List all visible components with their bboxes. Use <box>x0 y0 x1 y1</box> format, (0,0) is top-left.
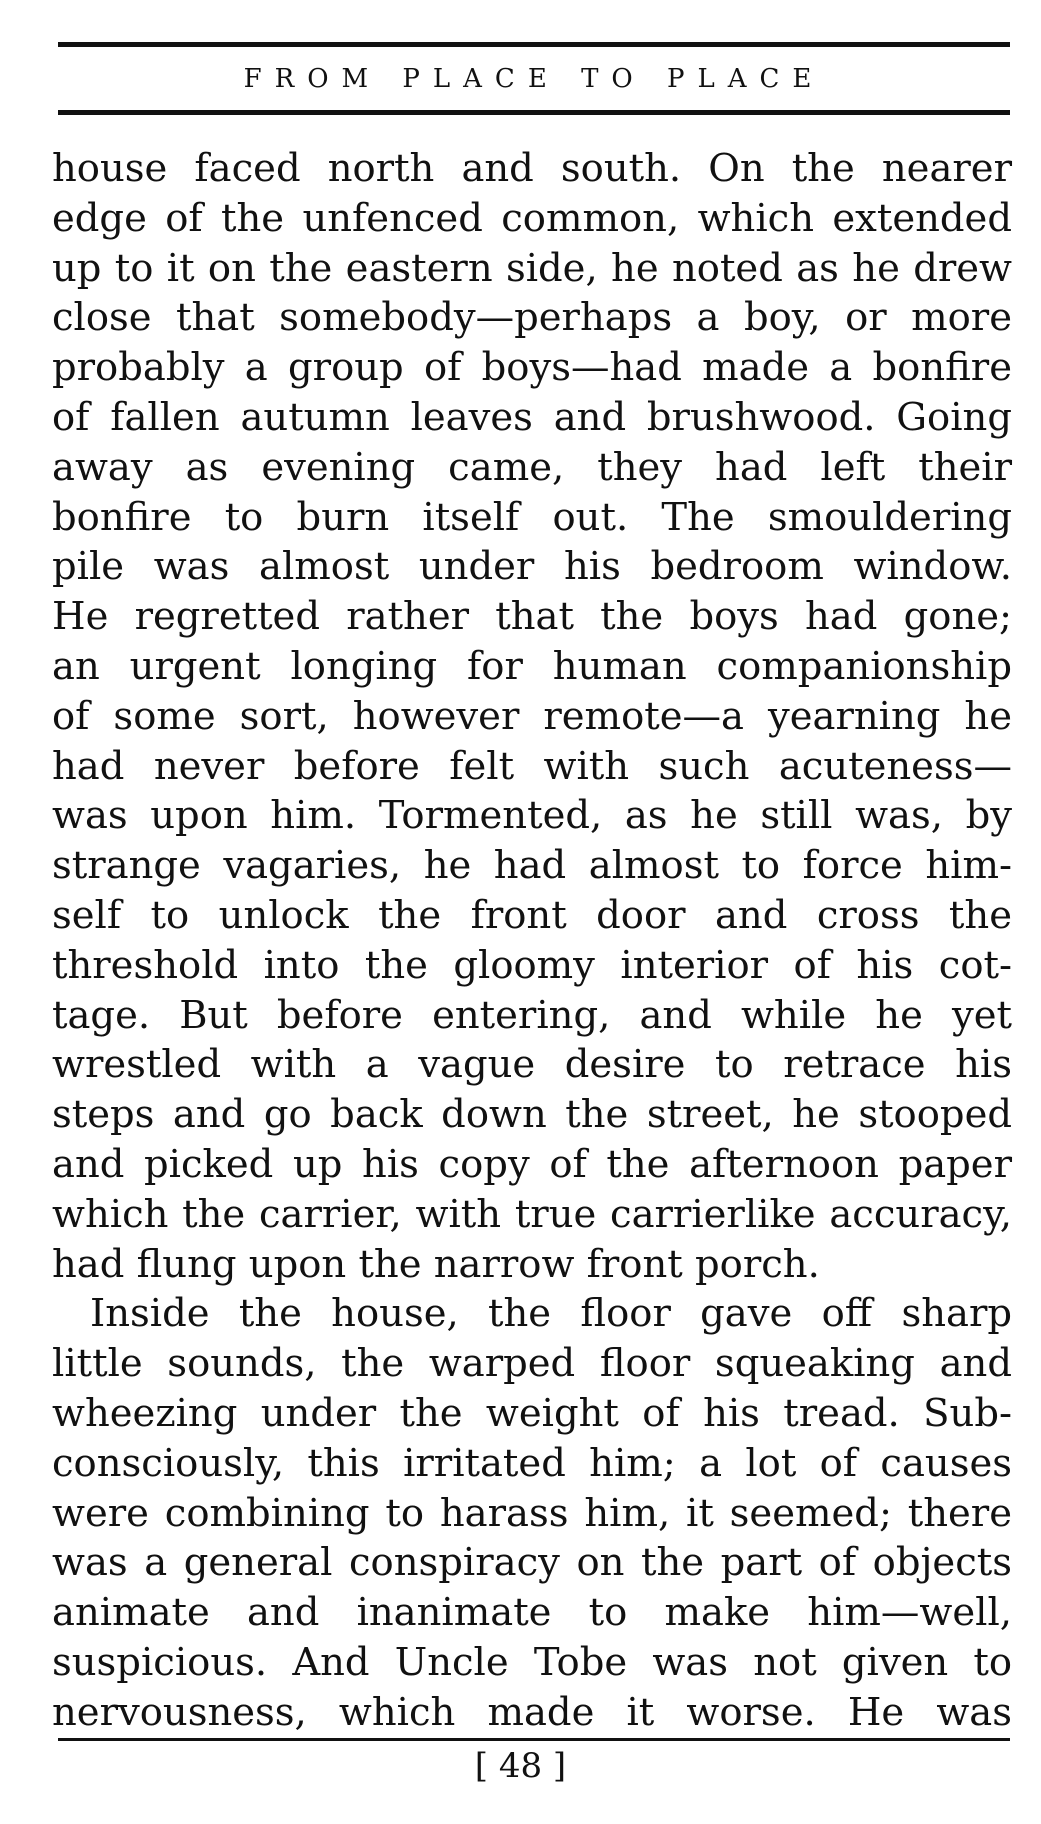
page-number: [ 48 ] <box>474 1746 567 1786</box>
text-line: threshold into the gloomy interior of his cot- <box>52 942 1012 988</box>
footer-rule <box>58 1738 1010 1741</box>
text-line: suspicious. And Uncle Tobe was not given to <box>52 1639 1012 1685</box>
text-line: pile was almost under his bedroom window. <box>52 544 1012 590</box>
text-line: up to it on the eastern side, he noted as he drew <box>52 245 1012 291</box>
text-line: of fallen autumn leaves and brushwood. Going <box>52 394 1012 440</box>
text-line: consciously, this irritated him; a lot of causes <box>52 1440 1012 1486</box>
text-line: had never before felt with such acuteness— <box>52 743 1012 789</box>
text-line: wheezing under the weight of his tread. Sub- <box>52 1390 1012 1436</box>
paragraph-1 <box>52 144 1012 1289</box>
text-line: close that somebody—perhaps a boy, or more <box>52 295 1012 341</box>
text-line: of some sort, however remote—a yearning he <box>52 693 1012 739</box>
text-line: tage. But before entering, and while he yet <box>52 992 1012 1038</box>
text-line: which the carrier, with true carrierlike accuracy, <box>52 1191 1012 1237</box>
body-text <box>52 144 1012 1738</box>
text-line: He regretted rather that the boys had gone; <box>52 594 1012 640</box>
text-line: was a general conspiracy on the part of objects <box>52 1540 1012 1586</box>
text-line: steps and go back down the street, he stooped <box>52 1092 1012 1138</box>
text-line: bonfire to burn itself out. The smouldering <box>52 494 1012 540</box>
text-line: an urgent longing for human companionship <box>52 643 1012 689</box>
text-line: house faced north and south. On the nearer <box>52 146 1012 191</box>
text-line: probably a group of boys—had made a bonfire <box>52 345 1012 391</box>
text-line: little sounds, the warped floor squeaking and <box>52 1341 1012 1387</box>
text-line: Inside the house, the floor gave off sharp <box>90 1291 1012 1337</box>
text-line: away as evening came, they had left their <box>52 444 1012 490</box>
text-line: nervousness, which made it worse. He was <box>52 1689 1012 1735</box>
text-line: were combining to harass him, it seemed; there <box>52 1490 1012 1536</box>
text-line: was upon him. Tormented, as he still was, by <box>52 793 1012 839</box>
text-line: had flung upon the narrow front porch. <box>52 1241 820 1287</box>
text-line: and picked up his copy of the afternoon paper <box>52 1141 1012 1187</box>
text-line: animate and inanimate to make him—well, <box>52 1590 1012 1636</box>
text-line: self to unlock the front door and cross the <box>52 892 1012 938</box>
text-line: edge of the unfenced common, which extended <box>52 195 1012 241</box>
paragraph-2 <box>52 1289 1012 1737</box>
top-rule <box>58 42 1010 47</box>
text-line: wrestled with a vague desire to retrace his <box>52 1042 1012 1088</box>
header-rule <box>58 110 1010 115</box>
text-line: strange vagaries, he had almost to force him- <box>52 843 1012 889</box>
running-head: FROM PLACE TO PLACE <box>243 64 825 94</box>
